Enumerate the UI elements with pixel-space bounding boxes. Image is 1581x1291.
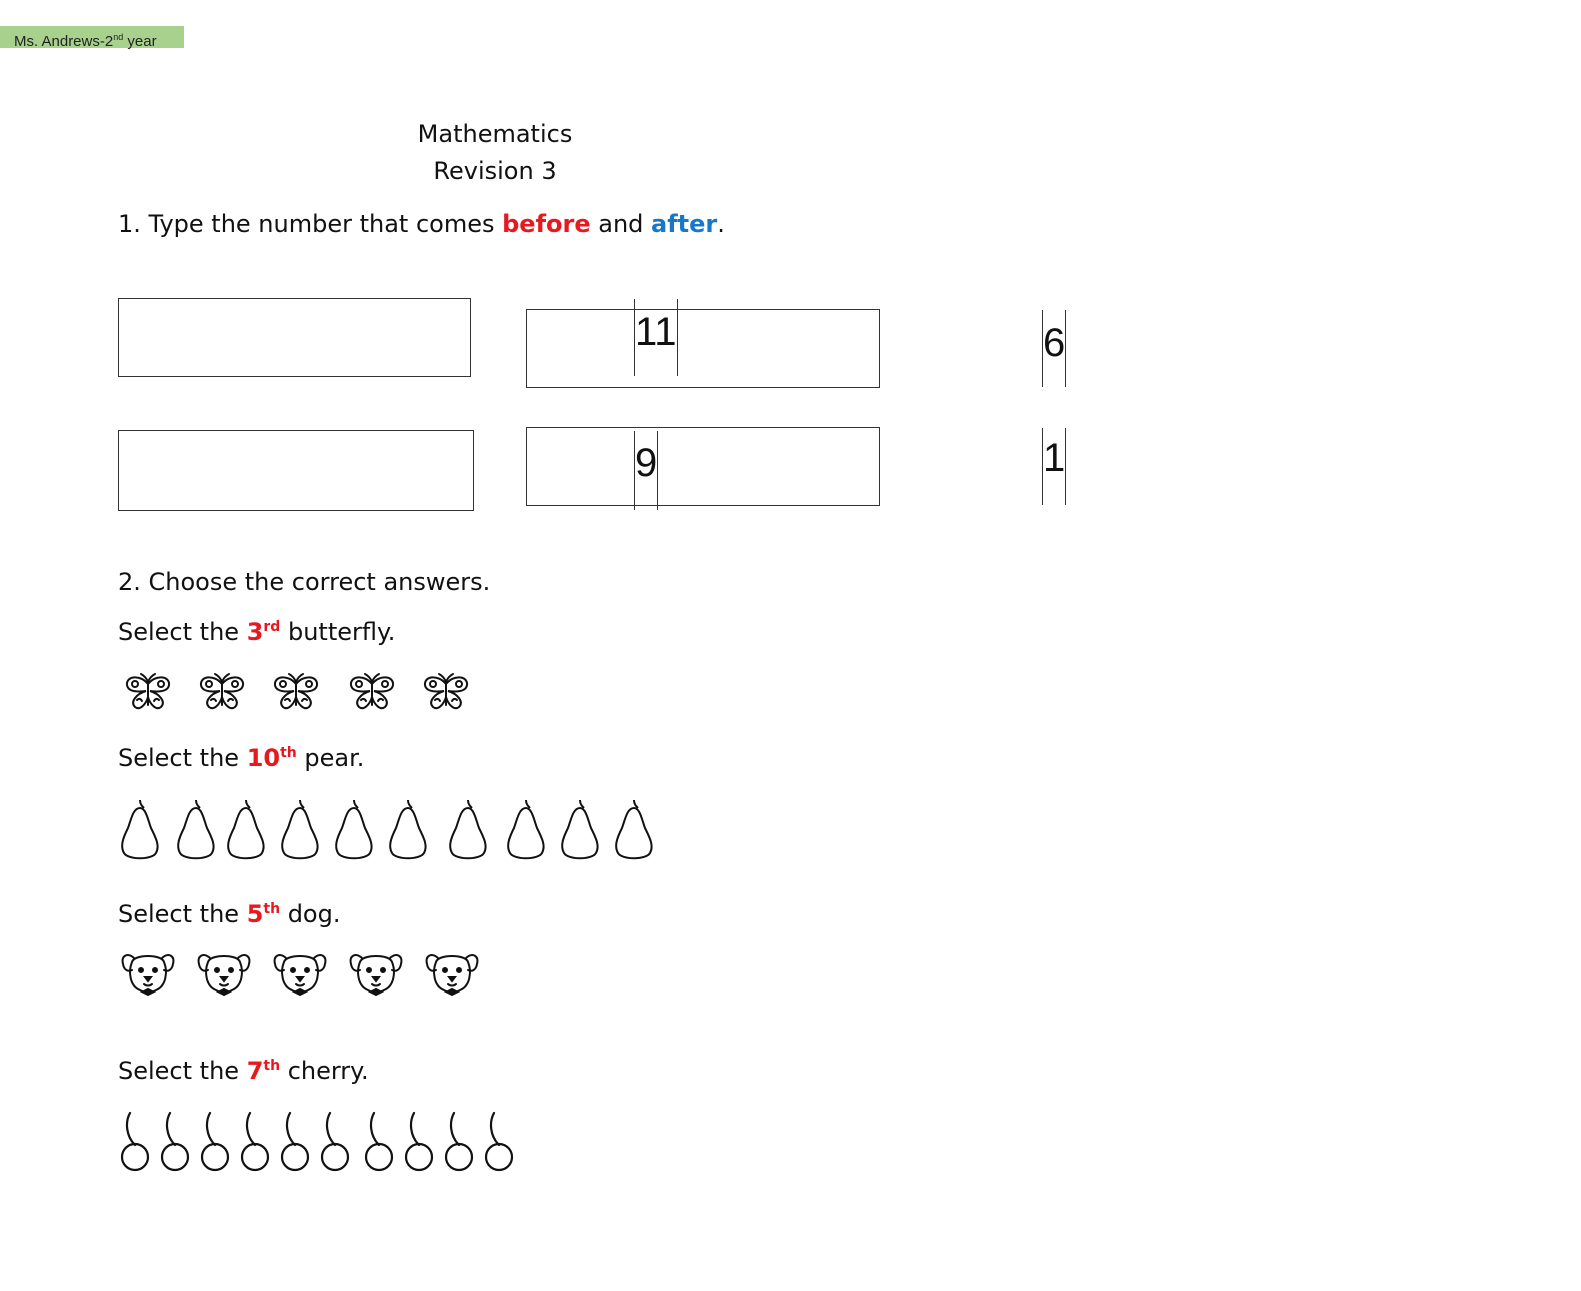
pear-icon[interactable] (224, 796, 268, 862)
butterfly-icon[interactable] (420, 672, 472, 712)
dog-prompt: Select the 5th dog. (118, 900, 341, 928)
cherry-prompt: Select the 7th cherry. (118, 1057, 369, 1085)
before-input[interactable] (527, 428, 1043, 505)
butterfly-icon[interactable] (122, 672, 174, 712)
page-title: Mathematics (417, 120, 573, 148)
cherry-icon[interactable] (118, 1110, 156, 1172)
pear-icon[interactable] (332, 796, 376, 862)
cherry-icon[interactable] (482, 1110, 520, 1172)
number-box-9 (118, 430, 658, 511)
before-input[interactable] (527, 310, 1043, 387)
cherry-icon[interactable] (362, 1110, 400, 1172)
cherry-icon[interactable] (442, 1110, 480, 1172)
cherry-icon[interactable] (158, 1110, 196, 1172)
dog-icon[interactable] (348, 948, 404, 998)
given-number: 11 (635, 299, 678, 376)
pear-icon[interactable] (612, 796, 656, 862)
pear-prompt: Select the 10th pear. (118, 744, 365, 772)
given-number: 9 (635, 431, 658, 510)
given-number: 6 (1043, 310, 1066, 387)
number-box-6 (526, 309, 1066, 388)
butterfly-prompt: Select the 3rd butterfly. (118, 618, 396, 646)
cherry-icon[interactable] (278, 1110, 316, 1172)
pear-icon[interactable] (118, 796, 162, 862)
question-2-heading: 2. Choose the correct answers. (118, 568, 491, 596)
pear-icon[interactable] (386, 796, 430, 862)
cherry-icon[interactable] (318, 1110, 356, 1172)
dog-icon[interactable] (196, 948, 252, 998)
pear-icon[interactable] (278, 796, 322, 862)
after-input[interactable] (1066, 310, 1581, 387)
cherry-icon[interactable] (198, 1110, 236, 1172)
pear-icon[interactable] (446, 796, 490, 862)
after-input[interactable] (1066, 428, 1581, 505)
pear-icon[interactable] (558, 796, 602, 862)
pear-icon[interactable] (174, 796, 218, 862)
dog-icon[interactable] (424, 948, 480, 998)
dog-icon[interactable] (120, 948, 176, 998)
dog-icon[interactable] (272, 948, 328, 998)
teacher-label: Ms. Andrews-2nd year (0, 26, 184, 48)
question-1-instruction: 1. Type the number that comes before and after. (118, 210, 725, 238)
butterfly-icon[interactable] (270, 672, 322, 712)
butterfly-icon[interactable] (346, 672, 398, 712)
number-box-1 (526, 427, 1066, 506)
page-subtitle: Revision 3 (433, 157, 557, 185)
number-box-11 (118, 298, 677, 377)
pear-icon[interactable] (504, 796, 548, 862)
cherry-icon[interactable] (238, 1110, 276, 1172)
given-number: 1 (1043, 428, 1066, 505)
butterfly-icon[interactable] (196, 672, 248, 712)
cherry-icon[interactable] (402, 1110, 440, 1172)
